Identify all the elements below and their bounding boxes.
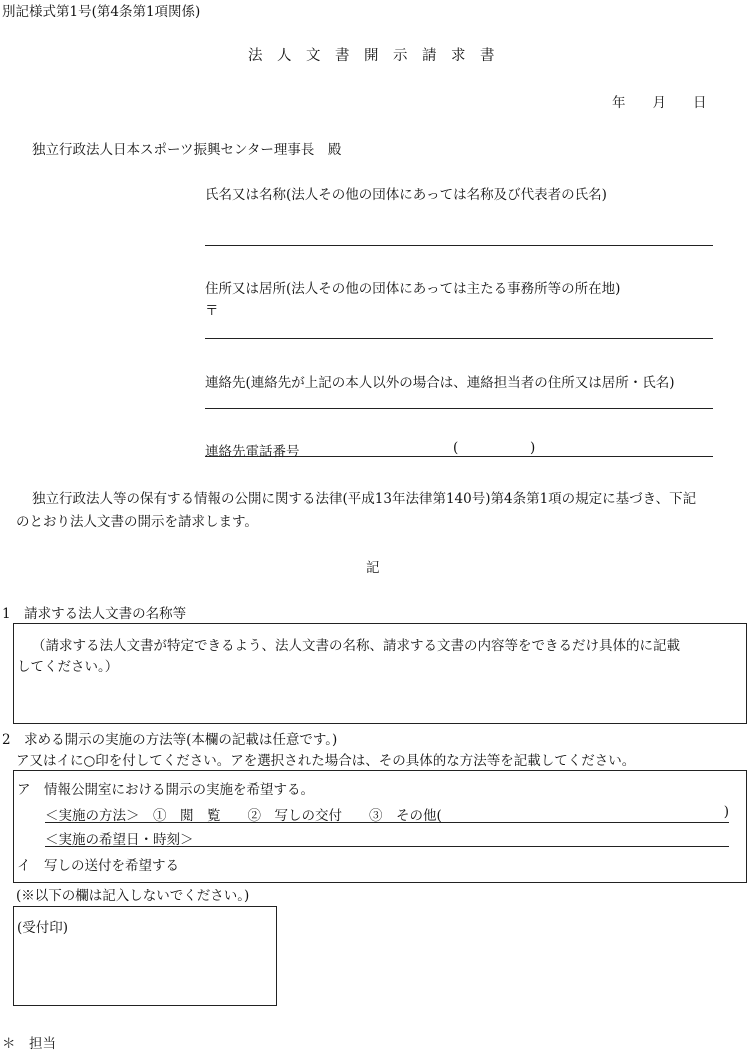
ki-heading: 記 xyxy=(366,560,380,576)
address-field-line[interactable] xyxy=(205,338,713,339)
reception-stamp-label: (受付印) xyxy=(17,920,69,936)
reception-stamp-box xyxy=(13,906,277,1006)
phone-label: 連絡先電話番号 xyxy=(205,444,300,460)
postal-mark: 〒 xyxy=(205,303,219,319)
section2-instruction: ア又はイに○印を付してください。アを選択された場合は、その具体的な方法等を記載してください。 xyxy=(16,753,636,769)
address-label: 住所又は居所(法人その他の団体にあっては主たる事務所等の所在地) xyxy=(205,281,621,297)
contact-label: 連絡先(連絡先が上記の本人以外の場合は、連絡担当者の住所又は居所・氏名) xyxy=(205,375,675,391)
preferred-datetime-label: ＜実施の希望日・時刻＞ xyxy=(45,832,194,848)
phone-close-paren: ) xyxy=(530,440,536,456)
section1-note-line-2: してください。） xyxy=(17,659,119,675)
section1-heading: 1 請求する法人文書の名称等 xyxy=(2,606,187,622)
date-line: 年 月 日 xyxy=(612,95,707,111)
addressee: 独立行政法人日本スポーツ振興センター理事長 殿 xyxy=(32,142,342,158)
intro-line-2: のとおり法人文書の開示を請求します。 xyxy=(16,514,258,530)
method-close-paren: ) xyxy=(723,804,729,820)
option-b[interactable]: イ 写しの送付を希望する xyxy=(17,858,179,874)
document-name-box[interactable] xyxy=(13,623,747,724)
office-use-note: (※以下の欄は記入しないでください。) xyxy=(16,888,250,904)
phone-field-line[interactable] xyxy=(205,456,713,457)
option-a[interactable]: ア 情報公開室における開示の実施を希望する。 xyxy=(17,782,314,798)
section2-heading: 2 求める開示の実施の方法等(本欄の記載は任意です。) xyxy=(2,732,338,748)
intro-line-1: 独立行政法人等の保有する情報の公開に関する法律(平成13年法律第140号)第4条第1項の規定に基づき、下記 xyxy=(32,491,697,507)
staff-label: ＊ 担当 xyxy=(2,1036,56,1052)
form-title: 法 人 文 書 開 示 請 求 書 xyxy=(248,48,495,64)
method-label: ＜実施の方法＞ ① 閲 覧 ② 写しの交付 ③ その他( xyxy=(45,808,442,824)
section1-note-line-1: （請求する法人文書が特定できるよう、法人文書の名称、請求する文書の内容等をできるだけ具体的に記載 xyxy=(32,638,680,654)
phone-open-paren: ( xyxy=(453,440,459,456)
disclosure-method-box xyxy=(13,770,747,883)
form-number: 別記様式第1号(第4条第1項関係) xyxy=(2,4,201,20)
name-label: 氏名又は名称(法人その他の団体にあっては名称及び代表者の氏名) xyxy=(205,187,607,203)
preferred-datetime-row[interactable] xyxy=(45,828,729,847)
name-field-line[interactable] xyxy=(205,245,713,246)
method-row[interactable] xyxy=(45,804,729,823)
contact-field-line[interactable] xyxy=(205,408,713,409)
